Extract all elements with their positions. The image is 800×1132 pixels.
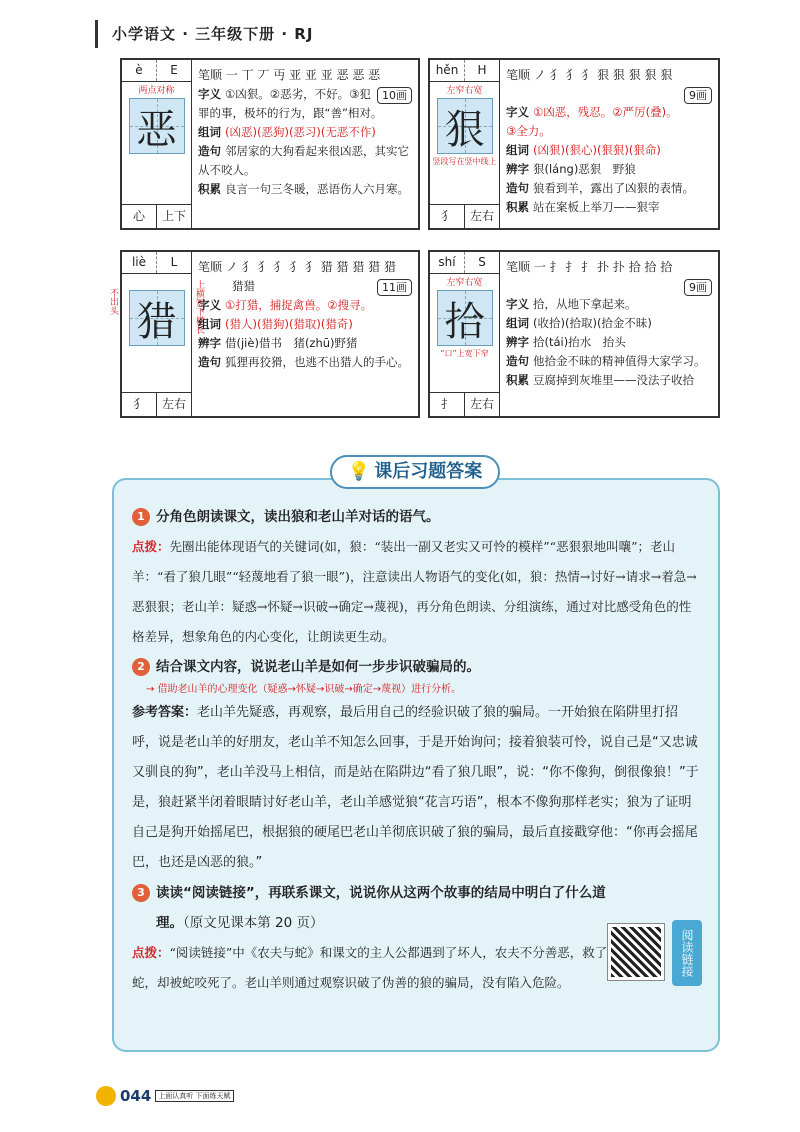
question-text: 分角色朗读课文，读出狼和老山羊对话的语气。 — [156, 509, 440, 525]
stroke-count: 9画 — [684, 87, 712, 104]
stroke-count: 9画 — [684, 279, 712, 296]
words: (凶恶)(恶狗)(恶习)(无恶不作) — [225, 125, 376, 139]
question-number: 3 — [132, 884, 150, 902]
char-card-details: 笔顺 ノ 犭 犭 犭 犭 犭 猎 猎 猎 猎 猎 11画 猎猎 字义 ①打猎，捕捉禽兽。②搜寻。 组词 (猎人)(猎狗)(猎取)(猎奇) 辨字 借(jiè)借书 猪(zhū)野猪 造句 狐狸再狡猾，也逃不出猎人的手心。 — [198, 258, 412, 372]
meaning: ①凶恶，残忍。②严厉(叠)。③全力。 — [506, 105, 678, 138]
char-card-left — [122, 60, 192, 228]
question-1 — [132, 502, 700, 532]
writing-tip-left: 不出头 — [108, 288, 118, 315]
tip-text: 先圈出能体现语气的关键词(如，狼：“装出一副又老实又可怜的模样”“恶狠狠地叫嚷”；老山羊：“看了狼几眼”“轻蔑地看了狼一眼”)，注意读出人物语气的变化(如，狼：热情→讨好→请求→着急→恶狠狠；老山羊：疑惑→怀疑→识破→确定→蔑视)，再分角色朗读、分组演练，通过对比感受角色的性格差异，想象角色的内心变化，让朗读更生动。 — [132, 539, 697, 644]
index-letter: H — [477, 63, 487, 77]
pinyin: shí — [430, 252, 465, 273]
char-card-left — [108, 252, 204, 416]
meaning: 拾，从地下拿起来。 — [533, 297, 637, 311]
writing-tip: 左窄右宽 — [446, 278, 483, 288]
words: (凶狠)(狠心)(狠狠)(狠命) — [533, 143, 661, 157]
stroke-count: 11画 — [377, 279, 412, 296]
writing-tip-bottom: “口”上宽下窄 — [440, 349, 489, 358]
qr-code[interactable] — [608, 924, 664, 980]
distinguish: 拾(tái)抬水 抬头 — [533, 335, 626, 349]
distinguish: 狠(láng)恶狠 野狼 — [533, 162, 636, 176]
structure: 上下 — [161, 209, 186, 223]
char-card-hen — [428, 58, 720, 230]
radical: 扌 — [430, 393, 465, 416]
char-card-left — [430, 252, 500, 416]
page-footer — [96, 1086, 234, 1106]
stroke-count: 10画 — [377, 87, 412, 104]
pinyin: liè — [122, 252, 157, 273]
character-box — [437, 290, 493, 346]
stroke-order: 笔顺 一 丅 丆 丏 亚 亚 亚 恶 恶 恶 — [198, 68, 381, 82]
question-text: 读读“阅读链接”，再联系课文，说说你从这两个故事的结局中明白了什么道理。 — [156, 885, 606, 931]
radical: 犭 — [430, 205, 465, 228]
structure: 左右 — [469, 209, 494, 223]
question-number: 1 — [132, 508, 150, 526]
pinyin: hěn — [430, 60, 465, 81]
question-text: 结合课文内容，说说老山羊是如何一步步识破骗局的。 — [156, 659, 480, 675]
char-card-e — [120, 58, 420, 230]
footer-slogan: 上面认真听 下面练天赋 — [155, 1090, 233, 1102]
reading-link-tag[interactable]: 阅读链接 — [672, 920, 702, 986]
question-number: 2 — [132, 658, 150, 676]
accumulation: 良言一句三冬暖，恶语伤人六月寒。 — [225, 182, 409, 196]
char-card-shi — [428, 250, 720, 418]
character-box — [129, 98, 185, 154]
character: 拾 — [444, 298, 485, 345]
answers-banner — [330, 455, 500, 489]
char-card-left — [430, 60, 500, 228]
index-letter: S — [478, 255, 486, 269]
stroke-order: 笔顺 ノ 犭 犭 犭 狠 狠 狠 狠 狠 — [506, 68, 673, 82]
char-card-details: 笔顺 一 扌 扌 扌 扑 扑 拾 拾 拾 9画 字义 拾，从地下拿起来。 组词 (收拾)(拾取)(拾金不昧) 辨字 拾(tái)抬水 抬头 造句 他拾金不昧的精神值得大家学习。 积累 豆腐掉到灰堆里——没法子收拾 — [506, 258, 712, 390]
char-card-lie — [108, 250, 420, 418]
tip-1: 点拨：先圈出能体现语气的关键词(如，狼：“装出一副又老实又可怜的模样”“恶狠狠地叫嚷”；老山羊：“看了狼几眼”“轻蔑地看了狼一眼”)，注意读出人物语气的变化(如，狼：热情→讨好→请求→着急→恶狠狠；老山羊：疑惑→怀疑→识破→确定→蔑视)，再分角色朗读、分组演练，通过对比感受角色的性格差异，想象角色的内心变化，让朗读更生动。 — [132, 539, 697, 644]
meaning: ①凶狠。②恶劣，不好。③犯罪的事，极坏的行为，跟“善”相对。 — [198, 87, 383, 120]
annotation: → 借助老山羊的心理变化（疑惑→怀疑→识破→确定→蔑视）进行分析。 — [146, 684, 462, 695]
writing-tip-bottom: 竖段写在竖中线上 — [432, 157, 497, 166]
tip-text: “阅读链接”中《农夫与蛇》和课文的主人公都遇到了坏人，农夫不分善恶，救了蛇，却被蛇咬死了。老山羊则通过观察识破了伪善的狼的骗局，没有陷入危险。 — [132, 945, 608, 990]
source-note: （原文见课本第 20 页） — [183, 915, 324, 931]
accumulation: 站在案板上举刀——狠宰 — [533, 200, 660, 214]
radical: 心 — [122, 205, 157, 228]
tip-3: 点拨：“阅读链接”中《农夫与蛇》和课文的主人公都遇到了坏人，农夫不分善恶，救了蛇，却被蛇咬死了。老山羊则通过观察识破了伪善的狼的骗局，没有陷入危险。 — [132, 945, 608, 990]
answer-text: 老山羊先疑惑，再观察，最后用自己的经验识破了狼的骗局。一开始狼在陷阱里打招呼，说是老山羊的好朋友，老山羊不知怎么回事，于是开始询问；接着狼装可怜，说自己是“又忠诚又驯良的狗”，老山羊没马上相信，而是站在陷阱边“看了狼几眼”，说：“你不像狗，倒很像狼！”于是，狼赶紧半闭着眼睛讨好老山羊，老山羊感觉狼“花言巧语”，根本不像狗那样老实；狼为了证明自己是狗开始摇尾巴，根据狼的硬尾巴老山羊彻底识破了狼的骗局，最后直接戳穿他：“你再会摇尾巴，也还是凶恶的狼。” — [132, 705, 699, 870]
writing-tip: 两点对称 — [138, 86, 175, 96]
index-letter: E — [170, 63, 178, 77]
radical: 犭 — [122, 393, 157, 416]
words: (收拾)(拾取)(拾金不昧) — [533, 316, 652, 330]
accumulation: 豆腐掉到灰堆里——没法子收拾 — [533, 373, 694, 387]
character-box — [437, 98, 493, 154]
char-card-details: 笔顺 ノ 犭 犭 犭 狠 狠 狠 狠 狠 9画 字义 ①凶恶，残忍。②严厉(叠)。③全力。 组词 (凶狠)(狠心)(狠狠)(狠命) 辨字 狠(láng)恶狠 野狼 造句 狼看到羊，露出了凶狠的表情。 积累 站在案板上举刀——狠宰 — [506, 66, 712, 217]
page-header: 小学语文 · 三年级下册 · RJ — [95, 20, 313, 48]
sentence: 狐狸再狡猾，也逃不出猎人的手心。 — [225, 355, 409, 369]
answers-panel — [112, 478, 720, 1052]
answer-2: 参考答案：老山羊先疑惑，再观察，最后用自己的经验识破了狼的骗局。一开始狼在陷阱里打招呼，说是老山羊的好朋友，老山羊不知怎么回事，于是开始询问；接着狼装可怜，说自己是“又忠诚又驯良的狗”，老山羊没马上相信，而是站在陷阱边“看了狼几眼”，说：“你不像狗，倒很像狼！”于是，狼赶紧半闭着眼睛讨好老山羊，老山羊感觉狼“花言巧语”，根本不像狗那样老实；狼为了证明自己是狗开始摇尾巴，根据狼的硬尾巴老山羊彻底识破了狼的骗局，最后直接戳穿他：“你再会摇尾巴，也还是凶恶的狼。” — [132, 705, 699, 870]
page-number: 044 — [120, 1087, 152, 1105]
character: 恶 — [136, 106, 177, 153]
writing-tip: 左窄右宽 — [446, 86, 483, 96]
writing-tip-right: 上横短下横长 — [194, 280, 204, 334]
mascot-icon — [96, 1086, 116, 1106]
char-card-details: 笔顺 一 丅 丆 丏 亚 亚 亚 恶 恶 恶 10画 字义 ①凶狠。②恶劣，不好。③犯罪的事，极坏的行为，跟“善”相对。 组词 (凶恶)(恶狗)(恶习)(无恶不作) 造句 邻居家的大狗看起来很凶恶，其实它从不咬人。 积累 良言一句三冬暖，恶语伤人六月寒。 — [198, 66, 412, 199]
banner-title: 课后习题答案 — [374, 461, 483, 482]
meaning: ①打猎，捕捉禽兽。②搜寻。 — [225, 298, 373, 312]
sentence: 狼看到羊，露出了凶狠的表情。 — [533, 181, 694, 195]
stroke-order: 笔顺 ノ 犭 犭 犭 犭 犭 猎 猎 猎 猎 猎 — [198, 260, 396, 274]
stroke-order: 笔顺 一 扌 扌 扌 扑 扑 拾 拾 拾 — [506, 260, 673, 274]
structure: 左右 — [469, 397, 494, 411]
character-box — [129, 290, 185, 346]
index-letter: L — [170, 255, 178, 269]
lightbulb-icon: 💡 — [347, 461, 371, 482]
character: 狠 — [444, 106, 485, 153]
pinyin: è — [122, 60, 157, 81]
words: (猎人)(猎狗)(猎取)(猎奇) — [225, 317, 353, 331]
arrow-icon: → — [146, 684, 158, 695]
sentence: 他拾金不昧的精神值得大家学习。 — [533, 354, 706, 368]
distinguish: 借(jiè)借书 猪(zhū)野猪 — [225, 336, 358, 350]
stroke-order-extra: 猎猎 — [232, 279, 255, 293]
character: 猎 — [136, 298, 177, 345]
sentence: 邻居家的大狗看起来很凶恶，其实它从不咬人。 — [198, 144, 409, 177]
structure: 左右 — [161, 397, 186, 411]
question-2 — [132, 652, 700, 682]
